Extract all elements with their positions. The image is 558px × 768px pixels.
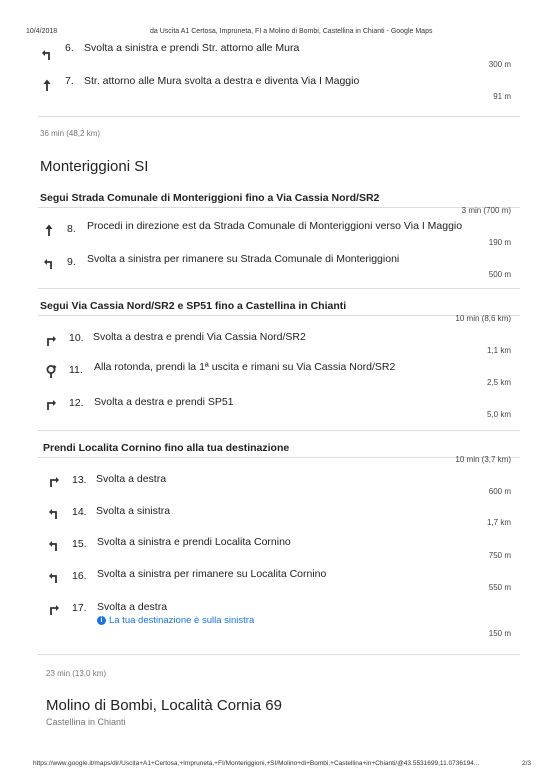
divider [38, 315, 520, 316]
turn-right-icon [47, 602, 61, 616]
step-number: 15. [72, 538, 87, 550]
step-instruction[interactable]: Svolta a sinistra per rimanere su Strada Comunale di Monteriggioni [87, 253, 400, 265]
step-number: 16. [72, 570, 87, 582]
print-date: 10/4/2018 [26, 28, 58, 35]
step-distance: 2,5 km [486, 378, 511, 387]
step-number: 6. [65, 42, 74, 54]
step-distance: 190 m [488, 238, 511, 247]
step-instruction[interactable]: Svolta a sinistra e prendi Localita Cornino [97, 536, 291, 548]
section-title[interactable]: Prendi Localita Cornino fino alla tua destinazione [43, 442, 290, 454]
print-title: da Uscita A1 Certosa, Impruneta, FI a Molino di Bombi, Castellina in Chianti - Google Maps [150, 28, 433, 35]
turn-left-icon [47, 538, 61, 552]
destination-subtitle: Castellina in Chianti [46, 717, 126, 727]
turn-right-icon [47, 474, 61, 488]
destination-title: Molino di Bombi, Località Cornia 69 [46, 697, 282, 714]
section-duration: 10 min (3,7 km) [455, 455, 511, 464]
divider [38, 654, 520, 655]
step-distance: 91 m [493, 92, 511, 101]
step-instruction[interactable]: Procedi in direzione est da Strada Comunale di Monteriggioni verso Via I Maggio [87, 220, 463, 232]
destination-note [97, 615, 254, 626]
step-distance: 500 m [488, 270, 511, 279]
step-distance: 600 m [488, 487, 511, 496]
step-number: 12. [69, 397, 84, 409]
divider [38, 288, 520, 289]
step-instruction[interactable]: Svolta a sinistra per rimanere su Localita Cornino [97, 568, 327, 580]
section-duration: 10 min (8,6 km) [455, 314, 511, 323]
turn-left-icon [42, 256, 56, 270]
step-instruction[interactable]: Svolta a sinistra e prendi Str. attorno alle Mura [84, 42, 300, 54]
step-number: 7. [65, 75, 74, 87]
turn-left-icon [47, 506, 61, 520]
step-instruction[interactable]: Svolta a sinistra [96, 505, 171, 517]
step-number: 13. [72, 474, 87, 486]
step-distance: 300 m [488, 60, 511, 69]
divider [38, 116, 520, 117]
destination-note-text: La tua destinazione è sulla sinistra [109, 615, 255, 626]
step-distance: 150 m [488, 629, 511, 638]
step-instruction[interactable]: Svolta a destra e prendi SP51 [94, 396, 234, 408]
step-instruction[interactable]: Svolta a destra e prendi Via Cassia Nord/SR2 [93, 331, 306, 343]
divider [38, 430, 520, 431]
turn-right-icon [44, 397, 58, 411]
turn-left-icon [47, 570, 61, 584]
step-distance: 550 m [488, 583, 511, 592]
roundabout-icon [44, 364, 58, 378]
turn-right-icon [44, 333, 58, 347]
divider [38, 457, 520, 458]
step-distance: 750 m [488, 551, 511, 560]
section-title[interactable]: Segui Via Cassia Nord/SR2 e SP51 fino a Castellina in Chianti [40, 300, 347, 312]
step-number: 9. [67, 256, 76, 268]
turn-left-icon [40, 47, 54, 61]
step-instruction[interactable]: Svolta a destra [97, 601, 168, 613]
print-url: https://www.google.it/maps/dir/Uscita+A1+Certosa,+Impruneta,+FI/Monteriggioni,+SI/Molino+di+Bombi,+Castellina+in+Chianti/@43.5531699,11.0736194... [33, 760, 480, 767]
section-duration: 3 min (700 m) [461, 206, 511, 215]
step-instruction[interactable]: Str. attorno alle Mura svolta a destra e diventa Via I Maggio [84, 75, 360, 87]
straight-arrow-icon [40, 78, 54, 92]
step-distance: 1,7 km [486, 518, 511, 527]
divider [38, 207, 520, 208]
waypoint-title: Monteriggioni SI [40, 158, 149, 175]
step-instruction[interactable]: Alla rotonda, prendi la 1ª uscita e rimani su Via Cassia Nord/SR2 [94, 361, 396, 373]
step-distance: 1,1 km [486, 346, 511, 355]
step-number: 14. [72, 506, 87, 518]
segment-summary: 23 min (13,0 km) [46, 669, 107, 678]
section-title[interactable]: Segui Strada Comunale di Monteriggioni fino a Via Cassia Nord/SR2 [40, 192, 380, 204]
step-number: 10. [69, 332, 84, 344]
info-icon: i [97, 616, 106, 625]
step-distance: 5,0 km [486, 410, 511, 419]
step-number: 8. [67, 223, 76, 235]
straight-arrow-icon [42, 223, 56, 237]
step-number: 17. [72, 602, 87, 614]
page-number: 2/3 [522, 760, 532, 767]
step-number: 11. [69, 364, 83, 376]
step-instruction[interactable]: Svolta a destra [96, 473, 167, 485]
segment-summary: 36 min (48,2 km) [40, 129, 101, 138]
